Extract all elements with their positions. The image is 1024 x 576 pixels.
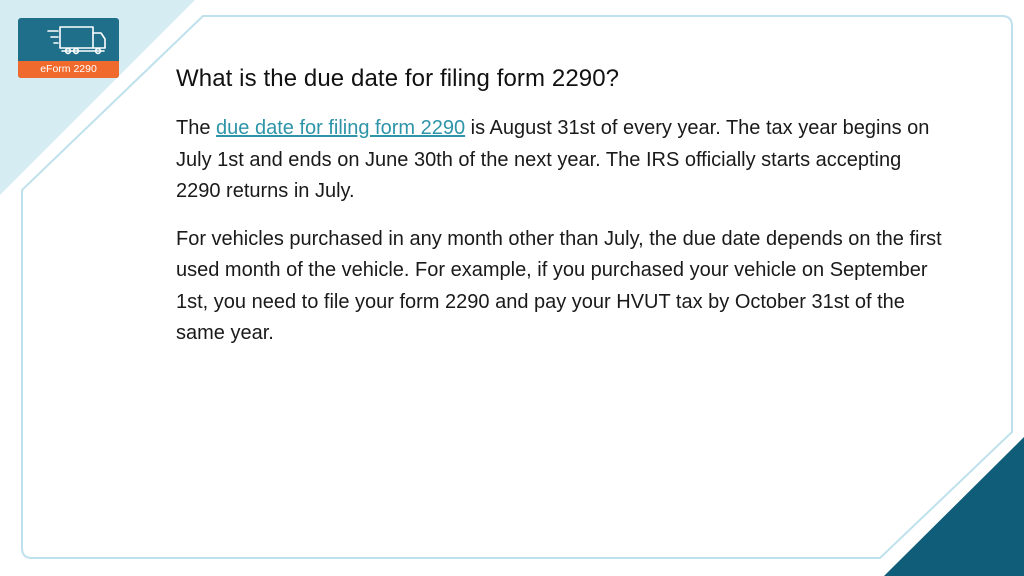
slide-content (176, 61, 946, 350)
paragraph-due-date-text: is August 31st of every year. The tax year begins on July 1st and ends on June 30th of the next year. The IRS officially starts accepting 2290 returns in July. (176, 117, 930, 202)
eform-2290-logo[interactable] (18, 18, 119, 78)
page-title: What is the due date for filing form 2290? (176, 65, 620, 92)
paragraph-other-months: For vehicles purchased in any month other than July, the due date depends on the first used month of the vehicle. For example, if you purchased your vehicle on September 1st, you need to file your form 2290 and pay your HVUT tax by October 31st of the same year. (176, 227, 942, 344)
logo-label: eForm 2290 (18, 61, 119, 78)
paragraph-intro-text: The (176, 117, 217, 139)
paragraph-due-date (176, 113, 946, 208)
truck-icon (18, 18, 119, 61)
due-date-link[interactable]: due date for filing form 2290 (216, 117, 466, 139)
